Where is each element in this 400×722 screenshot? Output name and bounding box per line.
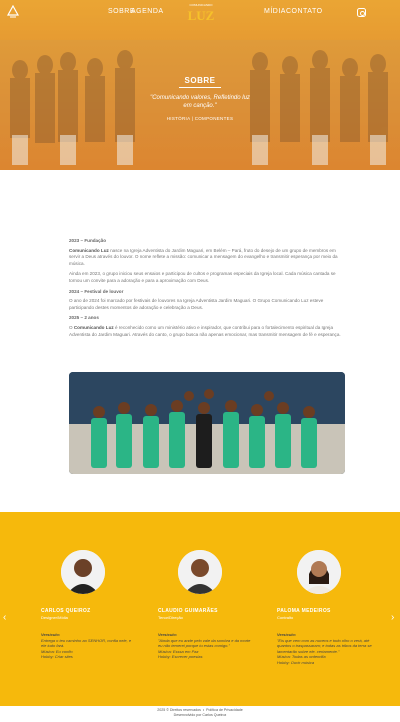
section-2023-text1-body: nasce na Igreja Adventista do Jardim Maguari, em Belém – Pará, fruto do desejo de um grupo de membros em servir a Deus através do louvor. O nome reflete a missão: comunicar a mensagem do evangelho e transmitir esperança por meio da música. <box>69 247 338 266</box>
team-section <box>0 512 400 706</box>
member-bio <box>41 632 136 660</box>
about-section <box>69 238 344 342</box>
instagram-icon[interactable] <box>357 8 366 17</box>
church-logo-icon[interactable] <box>6 5 20 19</box>
section-2025-title: 2025 – 2 anos <box>69 315 99 321</box>
nav-agenda[interactable]: AGENDA <box>131 8 164 15</box>
member-verse: Entrega o teu caminho ao SENHOR, confia nele, e ele tudo fará. <box>41 637 132 649</box>
hero-title: SOBRE <box>179 76 222 88</box>
privacy-link[interactable]: Política de Privacidade <box>206 708 243 712</box>
hero-sublinks[interactable]: HISTÓRIA | COMPONENTES <box>166 116 234 121</box>
nav-midia[interactable]: MÍDIA <box>264 8 286 15</box>
member-music: Música: Todas as ordenrilla <box>277 654 326 660</box>
group-photo <box>69 372 345 474</box>
member-verse: "Eis que vem com as nuvens e todo olho o verá, até quantos o traspassaram; e todas as tribos da terra se lamentarão sobre ele. certamente." <box>277 637 372 654</box>
avatar <box>297 550 341 594</box>
verse-label: Versículo: <box>158 632 178 637</box>
section-2025-text-body: é reconhecido como um ministério ativo e inspirador, que contribui para o fortalecimento espiritual da Igreja Adventista do Jardim Maguari. Através do canto, o grupo busca não apenas emocionar, mas transmitir mensagem de fé e esperança. <box>69 324 341 337</box>
member-bio <box>277 632 372 666</box>
avatar <box>178 550 222 594</box>
member-role: Contralto <box>277 615 294 620</box>
verse-label: Versículo: <box>277 632 297 637</box>
hero-banner <box>0 0 400 170</box>
member-name: PALOMA MEDEIROS <box>277 608 331 614</box>
carousel-next-icon[interactable]: › <box>391 612 395 623</box>
section-2024-text: O ano de 2024 foi marcado por festivais de louvores na Igreja Adventista Jardim Maguari. O Grupo Comunicando Luz esteve participando destes momentos de adoração e celebração a Deus. <box>69 298 324 310</box>
group-name-bold: Comunicando Luz <box>69 247 109 253</box>
member-hobby: Hobby: Escrever poesias <box>158 654 203 660</box>
top-navigation <box>0 0 400 24</box>
verse-label: Versículo: <box>41 632 61 637</box>
member-role: Tenor/Direção <box>158 615 183 620</box>
member-verse: "Ainda que eu ande pelo vale da sombra e da morte eu não temerei porque tu estas comigo." <box>158 637 251 649</box>
member-bio <box>158 632 253 660</box>
section-2025-text-pre: O <box>69 324 74 330</box>
footer <box>0 706 400 722</box>
member-role: Designer/Mídia <box>41 615 68 620</box>
member-name: CLAUDIO GUIMARÃES <box>158 608 218 614</box>
member-music: Música: Eu confio <box>41 648 73 654</box>
member-music: Música: Esssa em Paz <box>158 648 199 654</box>
member-hobby: Hobby: Ouvir música <box>277 659 315 665</box>
group-name-bold-2025: Comunicando Luz <box>73 324 114 330</box>
hero-caption <box>150 70 250 121</box>
section-2023-text2: Ainda em 2023, o grupo iniciou seus ensaios e participou de cultos e programas especiais da Igreja local. Cada música cantada se tornou um convite para a adoração e para a aproximação com Deus. <box>69 271 336 283</box>
hero-quote: "Comunicando valores, Refletindo luz em canção." <box>150 95 250 109</box>
avatar <box>61 550 105 594</box>
nav-contato[interactable]: CONTATO <box>286 8 323 15</box>
brand-small-text: COMUNICANDO <box>189 3 213 7</box>
brand-logo[interactable] <box>186 3 216 23</box>
carousel-prev-icon[interactable]: ‹ <box>3 612 7 623</box>
developer-credit[interactable]: Desenvolvido por Carlos Queiroz <box>173 712 227 717</box>
nav-sobre[interactable]: SOBRE <box>108 8 136 15</box>
member-name: CARLOS QUEIROZ <box>41 608 91 614</box>
section-2023-text1 <box>69 248 344 268</box>
section-2024-title: 2024 – Festival de louvor <box>69 288 124 294</box>
footer-separator: • <box>202 708 205 712</box>
copyright-text: 2025 © Direitos reservados <box>157 708 201 712</box>
section-2025-text <box>69 325 344 338</box>
section-2023-title: 2023 – Fundação <box>69 238 107 243</box>
member-hobby: Hobby: Criar sites <box>41 654 73 660</box>
brand-large-text: LUZ <box>187 8 215 23</box>
